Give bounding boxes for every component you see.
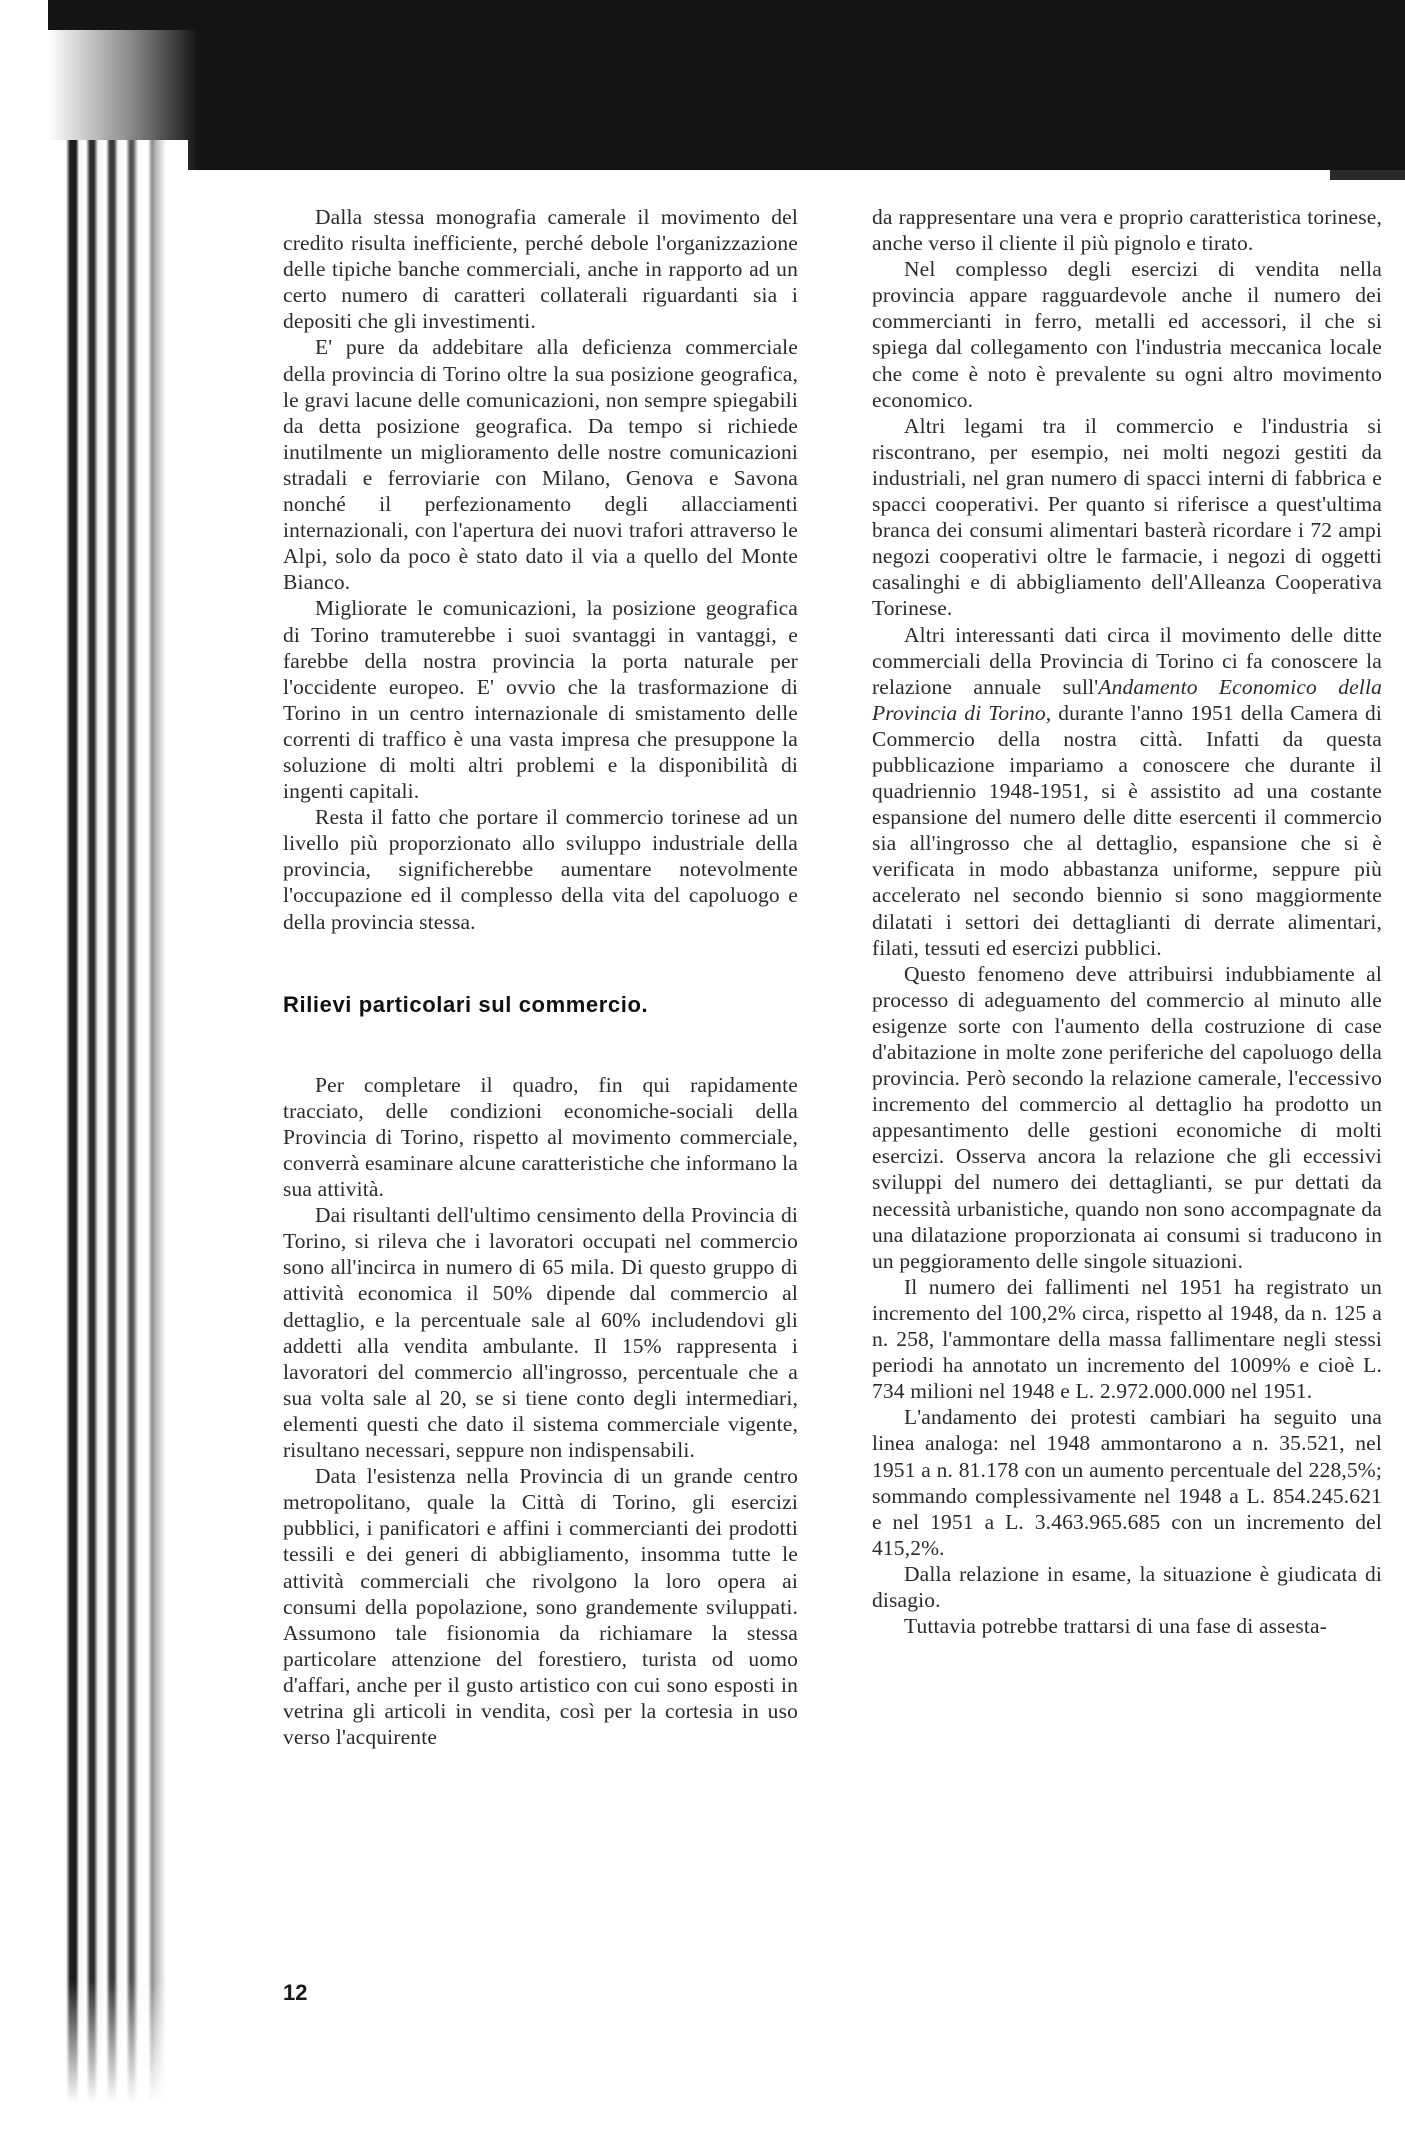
- publication-title: Andamento Economico della Provincia di Torino: [872, 674, 1382, 725]
- paragraph: Resta il fatto che portare il commercio torinese ad un livello più proporzionato allo sviluppo industriale della provincia, significherebbe aumentare notevolmente l'occupazione ed il complesso della vita del capoluogo e della provincia stessa.: [283, 805, 798, 934]
- section-heading: Rilievi particolari sul commercio.: [283, 991, 649, 1017]
- paragraph: E' pure da addebitare alla deficienza commerciale della provincia di Torino oltre la sua posizione geografica, le gravi lacune delle comunicazioni, non sempre spiegabili da detta posizione geografica. Da tempo si richiede inutilmente un miglioramento delle nostre comunicazioni stradali e ferroviarie con Milano, Genova e Savona nonché il perfezionamento degli allacciamenti internazionali, con l'apertura dei nuovi trafori attraverso le Alpi, solo da poco è stato dato il via a quello del Monte Bianco.: [283, 335, 798, 595]
- paragraph: Data l'esistenza nella Provincia di un grande centro metropolitano, quale la Città di Torino, gli esercizi pubblici, i panificatori e affini i commercianti dei prodotti tessili e dei generi di abbigliamento, insomma tutte le attività commerciali che rivolgono la loro opera ai consumi della popolazione, sono grandemente sviluppati. Assumono tale fisionomia da richiamare la stessa particolare attenzione del forestiero, turista od uomo d'affari, anche per il gusto artistico con cui sono esposti in vetrina gli articoli in vendita, così per la cortesia in uso verso l'acquirente: [283, 1464, 798, 1750]
- paragraph: Migliorate le comunicazioni, la posizione geografica di Torino tramuterebbe i suoi svantaggi in vantaggi, e farebbe della nostra provincia la porta naturale per l'occidente europeo. E' ovvio che la trasformazione di Torino in un centro internazionale di smistamento delle correnti di traffico è una vasta impresa che presuppone la soluzione di molti altri problemi e la disponibilità di ingenti capitali.: [283, 596, 798, 804]
- paragraph: Dai risultanti dell'ultimo censimento della Provincia di Torino, si rileva che i lavoratori occupati nel commercio sono all'incirca in numero di 65 mila. Di questo gruppo di attività economica il 50% dipende dal commercio al dettaglio, e la percentuale sale al 60% includendovi gli addetti alla vendita ambulante. Il 15% rappresenta i lavoratori del commercio all'ingrosso, percentuale che a sua volta sale al 20, se si tiene conto degli intermediari, elementi questi che dato il sistema commerciale vigente, risultano necessari, seppure non indispensabili.: [283, 1203, 798, 1463]
- paragraph: Dalla stessa monografia camerale il movimento del credito risulta inefficiente, perché debole l'organizzazione delle tipiche banche commerciali, anche in rapporto ad un certo numero di caratteri collaterali riguardanti sia i depositi che gli investimenti.: [283, 205, 798, 334]
- page-number: 12: [283, 1980, 308, 2005]
- paragraph: L'andamento dei protesti cambiari ha seguito una linea analoga: nel 1948 ammontarono a n. 35.521, nel 1951 a n. 81.178 con un aumento percentuale del 228,5%; sommando complessivamente nel 1948 a L. 854.245.621 e nel 1951 a L. 3.463.965.685 con un incremento del 415,2%.: [872, 1405, 1382, 1560]
- paragraph: Altri legami tra il commercio e l'industria si riscontrano, per esempio, nei molti negozi gestiti da industriali, nel gran numero di spacci interni di fabbrica e spacci cooperativi. Per quanto si riferisce a quest'ultima branca dei consumi alimentari basterà ricordare i 72 ampi negozi cooperativi oltre le farmacie, i negozi di oggetti casalinghi e di abbigliamento dell'Alleanza Cooperativa Torinese.: [872, 413, 1382, 621]
- paragraph: da rappresentare una vera e proprio caratteristica torinese, anche verso il cliente il più pignolo e tirato.: [872, 205, 1382, 256]
- scan-border-top: [48, 0, 1405, 170]
- paragraph: [872, 622, 1382, 961]
- paragraph: Per completare il quadro, fin qui rapidamente tracciato, delle condizioni economiche-sociali della Provincia di Torino, rispetto al movimento commerciale, converrà esaminare alcune caratteristiche che informano la sua attività.: [283, 1072, 798, 1202]
- paragraph: Il numero dei fallimenti nel 1951 ha registrato un incremento del 100,2% circa, rispetto al 1948, da n. 125 a n. 258, l'ammontare della massa fallimentare negli stessi periodi ha annotato un incremento del 1009% e cioè L. 734 milioni nel 1948 e L. 2.972.000.000 nel 1951.: [872, 1274, 1382, 1404]
- right-text-column: [872, 204, 1382, 1639]
- paragraph: Questo fenomeno deve attribuirsi indubbiamente al processo di adeguamento del commercio al minuto alle esigenze sorte con l'aumento della costruzione di case d'abitazione in molte zone periferiche del capoluogo della provincia. Però secondo la relazione camerale, l'eccessivo incremento del commercio al dettaglio ha prodotto un appesantimento delle gestioni economiche di molti esercizi. Osserva ancora la relazione che gli eccessivi sviluppi del numero dei dettaglianti, se pur dettati da necessità urbanistiche, quando non sono accompagnate da una dilatazione proporzionata ai consumi si traducono in un peggioramento delle singole situazioni.: [872, 961, 1382, 1273]
- paragraph-text: Altri interessanti dati circa il movimento delle ditte commerciali della Provincia di Torino ci fa conoscere la relazione annuale sull': [872, 622, 1382, 699]
- page-stack-edges-fade: [48, 1980, 188, 2134]
- page-stack-edges: [48, 140, 188, 2134]
- paragraph: Nel complesso degli esercizi di vendita nella provincia appare ragguardevole anche il numero dei commercianti in ferro, metalli ed accessori, il che si spiega dal collegamento con l'industria meccanica locale che come è noto è prevalente su ogni altro movimento economico.: [872, 257, 1382, 412]
- paragraph-text: , durante l'anno 1951 della Camera di Commercio della nostra città. Infatti da questa pubblicazione impariamo a conoscere che durante il quadriennio 1948-1951, si è assistito ad una costante espansione del numero delle ditte esercenti il commercio sia all'ingrosso che al dettaglio, espansione che si è verificata in modo abbastanza uniforme, seppure più accelerato nel secondo biennio si sono maggiormente dilatati i settori dei dettaglianti di derrate alimentari, filati, tessuti ed esercizi pubblici.: [872, 700, 1382, 960]
- paragraph: Tuttavia potrebbe trattarsi di una fase di assesta-: [904, 1614, 1328, 1639]
- paragraph: Dalla relazione in esame, la situazione è giudicata di disagio.: [872, 1561, 1382, 1612]
- scan-border-top-right: [1330, 170, 1405, 180]
- left-text-column: [283, 204, 798, 1750]
